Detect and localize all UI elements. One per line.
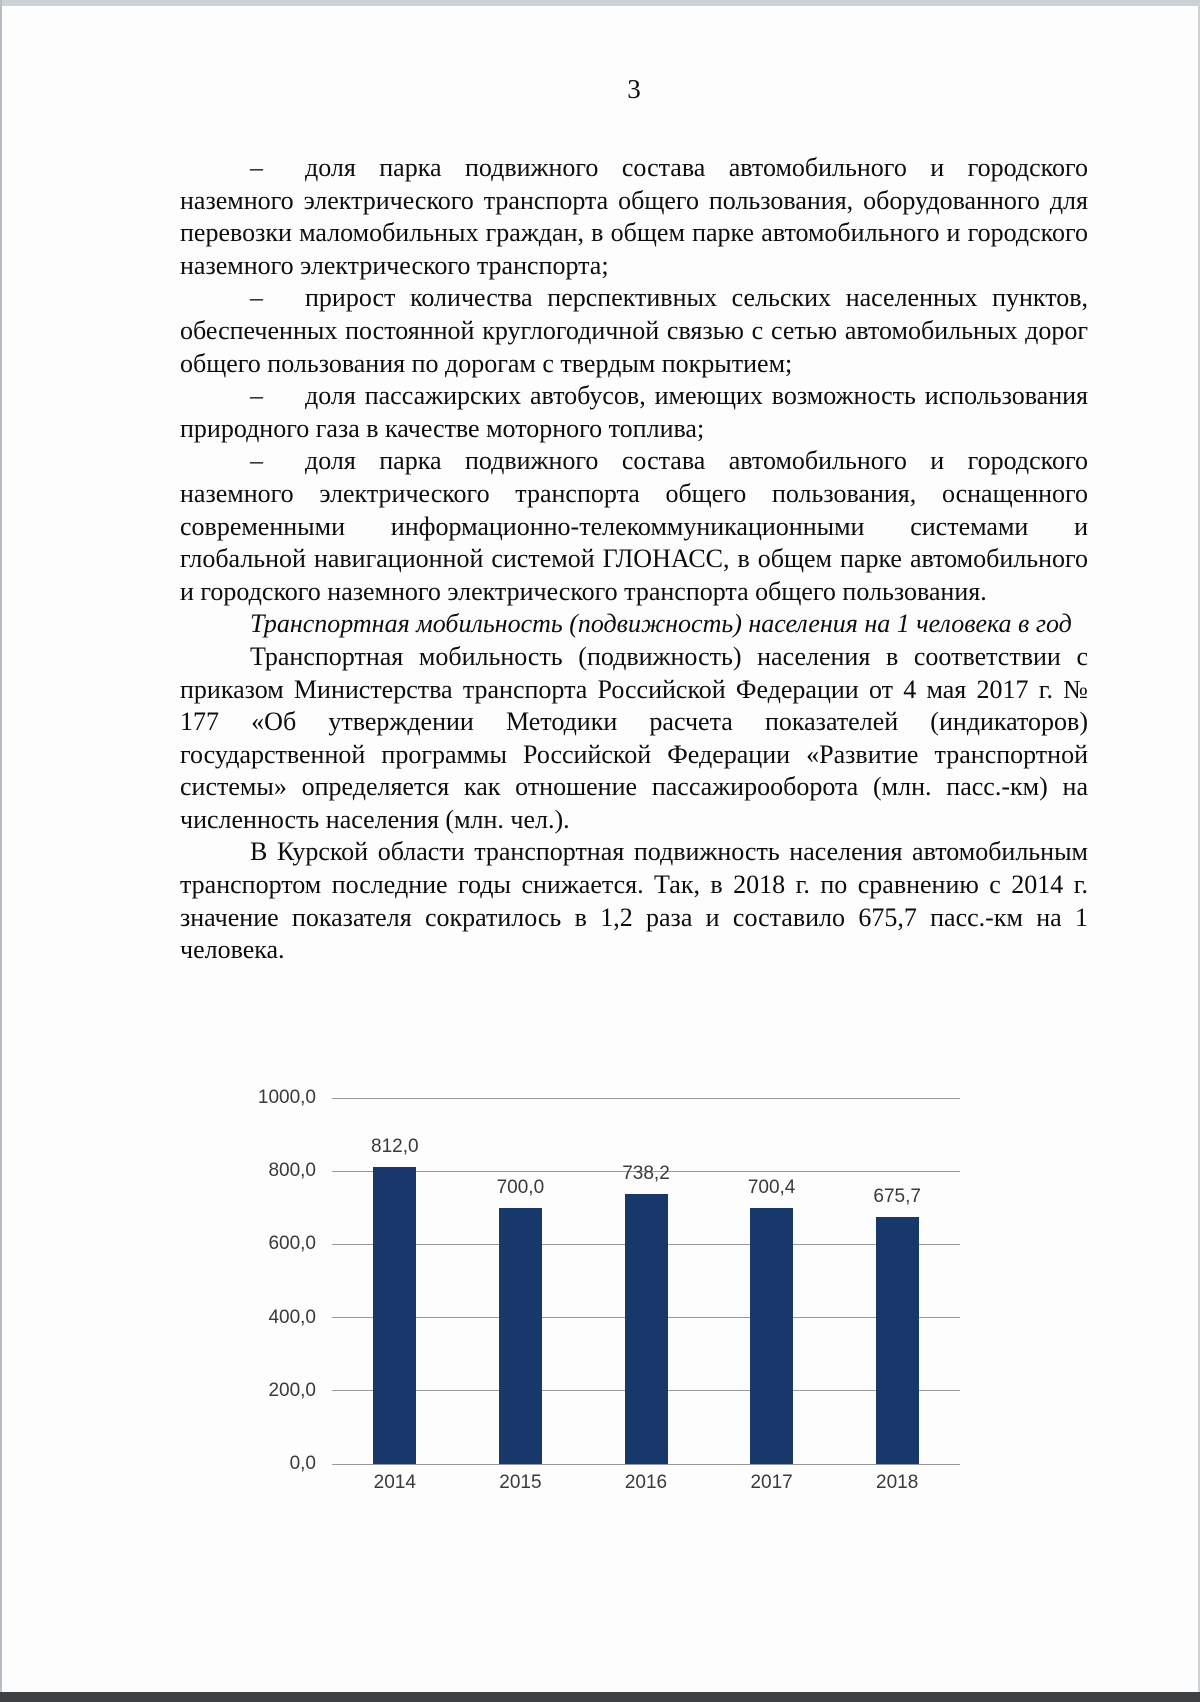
y-axis-tick-label: 200,0 — [268, 1379, 316, 1401]
y-axis-tick-label: 0,0 — [289, 1453, 316, 1474]
body-text — [180, 152, 1088, 967]
bar-2015 — [499, 1208, 542, 1464]
indicator-heading: Транспортная мобильность (подвижность) населения на 1 человека в год — [250, 609, 1072, 639]
list-dash: – — [250, 381, 263, 411]
chart-plot-area — [257, 1087, 960, 1493]
paragraph-text: доля пассажирских автобусов, имеющих возможность использования природного газа в качестве моторного топлива; — [180, 381, 1088, 443]
gridline — [332, 1098, 960, 1099]
paragraph-text: доля парка подвижного состава автомобильного и городского наземного электрического транспорта общего пользования, оборудованного для перевозки маломобильных граждан, в общем парке автомобильного и городского наземного электрического транспорта; — [180, 153, 1088, 280]
paragraph-text: прирост количества перспективных сельских населенных пунктов, обеспеченных постоянной круглогодичной связью с сетью автомобильных дорог общего пользования по дорогам с твердым покрытием; — [180, 283, 1088, 378]
list-item-paragraph — [180, 282, 1088, 380]
paragraph: В Курской области транспортная подвижность населения автомобильным транспортом последние годы снижается. Так, в 2018 г. по сравнению с 2014 г. значение показателя сократилось в 1,2 раза и составило 675,7 пасс.-км на 1 человека. — [180, 837, 1088, 965]
scan-edge-top — [0, 0, 1200, 6]
x-axis-tick-label: 2016 — [624, 1472, 668, 1493]
x-axis-tick-label: 2015 — [499, 1472, 542, 1493]
list-item-paragraph — [180, 445, 1088, 608]
bar-2016 — [625, 1194, 668, 1464]
list-dash: – — [250, 446, 263, 476]
scan-edge-left — [0, 0, 2, 1702]
x-axis-tick-label: 2014 — [373, 1472, 416, 1493]
page-number: 3 — [627, 74, 641, 104]
bar-2014 — [373, 1167, 416, 1464]
list-dash: – — [250, 283, 263, 313]
y-axis-tick-label: 600,0 — [268, 1233, 316, 1255]
bar-2018 — [876, 1217, 919, 1464]
bar-value-label: 738,2 — [622, 1162, 670, 1184]
y-axis-tick-label: 400,0 — [268, 1306, 316, 1328]
bar-value-label: 812,0 — [371, 1135, 419, 1157]
y-axis-tick-label: 800,0 — [268, 1160, 316, 1182]
scan-edge-bottom — [0, 1692, 1200, 1702]
list-dash: – — [250, 153, 263, 182]
y-axis-tick-label: 1000,0 — [257, 1087, 316, 1108]
list-item-paragraph — [180, 380, 1088, 445]
x-axis-tick-label: 2017 — [750, 1472, 793, 1493]
bar-value-label: 700,4 — [747, 1176, 796, 1198]
mobility-bar-chart — [257, 1087, 960, 1493]
bar-value-label: 675,7 — [873, 1185, 921, 1207]
bar-value-label: 700,0 — [496, 1176, 545, 1198]
x-axis-tick-label: 2018 — [876, 1472, 919, 1493]
paragraph-text: доля парка подвижного состава автомобильного и городского наземного электрического транспорта общего пользования, оснащенного современными информационно-телекоммуникационными системами и глобальной навигационной системой ГЛОНАСС, в общем парке автомобильного и городского наземного электрического транспорта общего пользования. — [180, 446, 1088, 606]
bar-2017 — [750, 1208, 793, 1464]
list-item-paragraph — [180, 152, 1088, 282]
paragraph: Транспортная мобильность (подвижность) населения в соответствии с приказом Министерства транспорта Российской Федерации от 4 мая 2017 г. № 177 «Об утверждении Методики расчета показателей (индикаторов) государственной программы Российской Федерации «Развитие транспортной системы» определяется как отношение пассажирооборота (млн. пасс.-км) на численность населения (млн. чел.). — [180, 641, 1088, 834]
